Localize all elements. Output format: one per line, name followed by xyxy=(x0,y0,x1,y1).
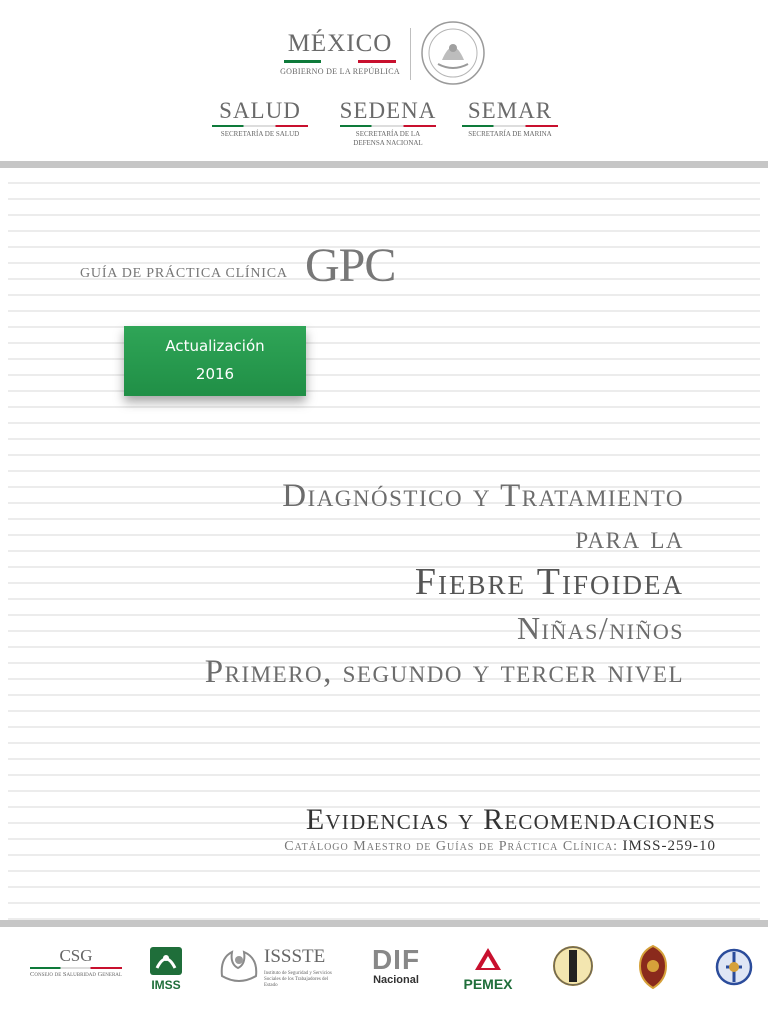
guide-label: GUÍA DE PRÁCTICA CLÍNICA xyxy=(80,266,288,281)
navy-seal-icon xyxy=(714,944,754,990)
government-label: GOBIERNO DE LA REPÚBLICA xyxy=(280,67,400,76)
header xyxy=(0,0,768,160)
imss-text: IMSS xyxy=(151,978,181,992)
document-title xyxy=(205,474,684,694)
agency-stripe xyxy=(212,125,308,127)
update-badge xyxy=(124,326,306,396)
catalog-code: IMSS-259-10 xyxy=(622,838,716,854)
imss-emblem-icon xyxy=(149,946,183,976)
agency-stripe xyxy=(462,125,558,127)
agency-name: SALUD xyxy=(219,98,301,123)
pemex-logo xyxy=(455,946,521,992)
agency-stripe xyxy=(340,125,436,127)
agency-subtitle: SECRETARÍA DE MARINA xyxy=(468,130,552,138)
issste-hands-icon xyxy=(218,946,260,986)
footer-logos xyxy=(0,928,768,1024)
title-line-4: Niñas/niños xyxy=(516,610,684,646)
pemex-text: PEMEX xyxy=(463,976,513,992)
agency-salud xyxy=(210,98,310,139)
agency-subtitle: SECRETARÍA DE SALUD xyxy=(220,130,300,138)
dif-subtext: Nacional xyxy=(373,974,419,986)
title-line-3: Fiebre Tifoidea xyxy=(414,561,684,603)
evidence-block xyxy=(284,800,716,855)
pemex-eagle-icon xyxy=(473,946,503,972)
issste-name: ISSSTE xyxy=(264,946,326,967)
evidence-title: Evidencias y Recomendaciones xyxy=(305,803,716,836)
csg-logo xyxy=(30,946,122,979)
agency-name: SEMAR xyxy=(467,98,553,123)
header-divider xyxy=(410,28,411,80)
flag-stripe xyxy=(284,60,396,63)
dif-logo xyxy=(370,946,422,986)
military-shield-icon xyxy=(636,944,670,990)
mexico-government-logo xyxy=(280,30,400,76)
agency-sedena xyxy=(338,98,438,148)
sedena-seal-icon xyxy=(552,944,594,988)
issste-subtitle: Instituto de Seguridad y Servicios Sociales de los Trabajadores del Estado xyxy=(264,971,332,988)
title-line-1: Diagnóstico y Tratamiento xyxy=(282,478,684,514)
bottom-rule xyxy=(0,920,768,927)
catalog-label: Catálogo Maestro de Guías de Práctica Clínica: xyxy=(284,839,618,854)
dif-text: DIF xyxy=(371,944,421,975)
csg-subtitle: Consejo de Salubridad General xyxy=(30,971,122,978)
country-name: MÉXICO xyxy=(287,30,393,57)
national-seal-icon xyxy=(420,20,486,86)
agency-name: SEDENA xyxy=(339,98,437,123)
badge-year: 2016 xyxy=(195,365,235,383)
agency-subtitle: SECRETARÍA DE LA DEFENSA NACIONAL xyxy=(353,130,423,147)
top-rule xyxy=(0,161,768,168)
csg-name: CSG xyxy=(59,946,93,965)
title-line-5: Primero, segundo y tercer nivel xyxy=(204,654,684,690)
catalog-line xyxy=(284,838,716,855)
csg-stripe xyxy=(30,967,122,969)
agency-semar xyxy=(460,98,560,139)
gpc-acronym: GPC xyxy=(305,239,396,292)
badge-label: Actualización xyxy=(165,337,265,355)
imss-logo xyxy=(148,946,184,992)
title-line-2: para la xyxy=(575,520,684,556)
